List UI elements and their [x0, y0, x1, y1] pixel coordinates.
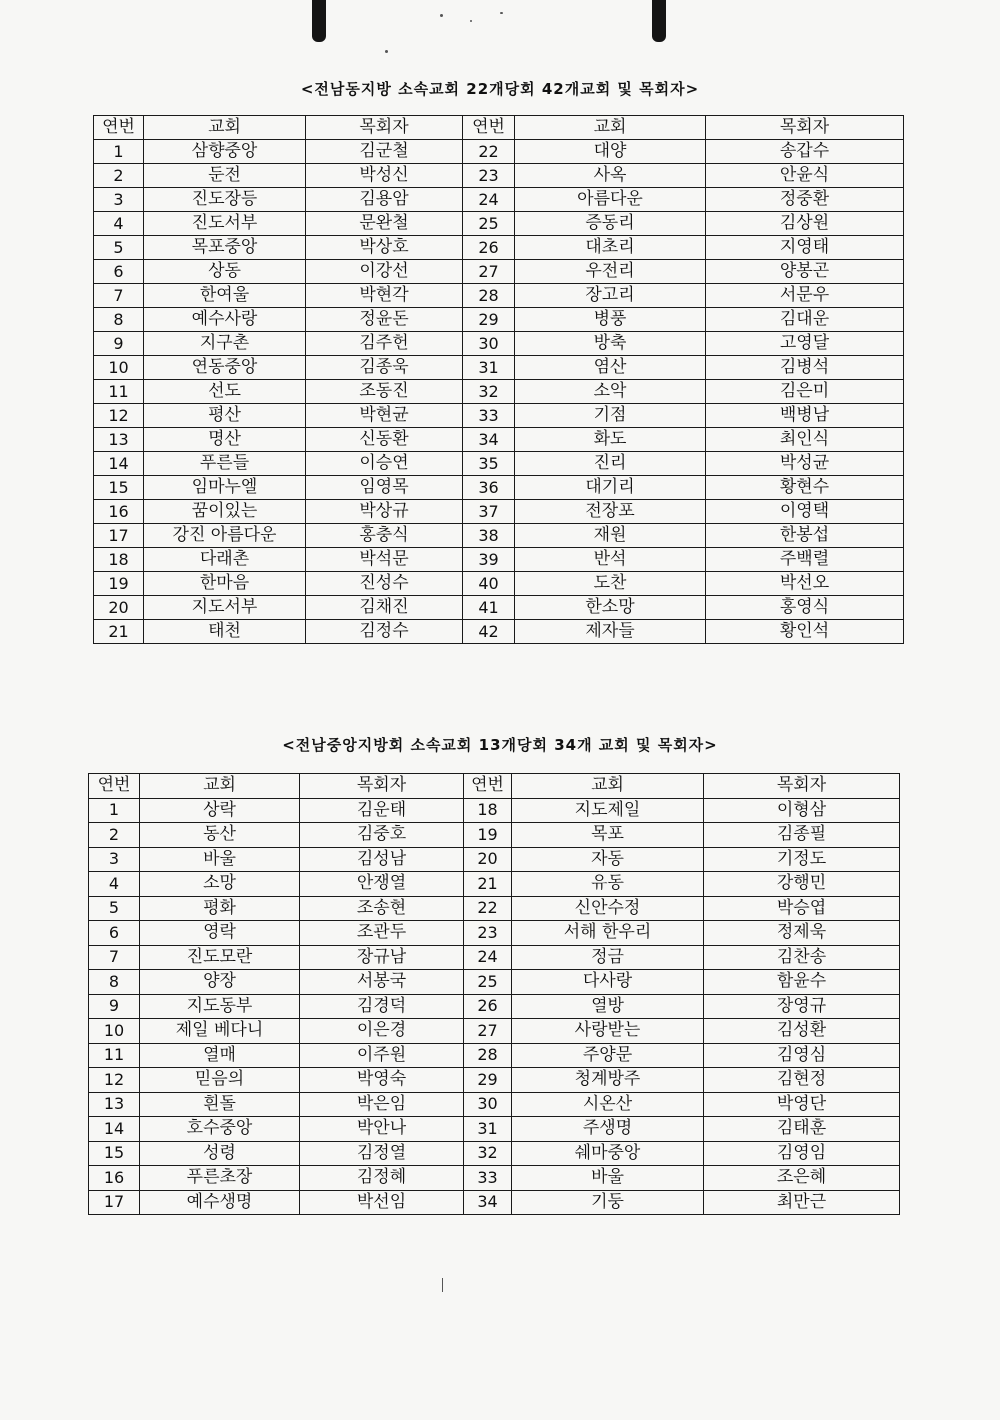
- pastor-cell: 박영단: [704, 1092, 900, 1117]
- pastor-cell: 황인석: [706, 620, 904, 644]
- church-cell: 쉐마중앙: [512, 1141, 704, 1166]
- table-row: [94, 428, 904, 452]
- table-row: [94, 164, 904, 188]
- table-row: [89, 1068, 900, 1093]
- number-cell: 33: [464, 1166, 512, 1191]
- number-cell: 38: [463, 524, 515, 548]
- church-cell: 믿음의: [140, 1068, 300, 1093]
- table-row: [94, 236, 904, 260]
- church-cell: 서해 한우리: [512, 921, 704, 946]
- number-cell: 19: [94, 572, 144, 596]
- number-cell: 42: [463, 620, 515, 644]
- table-row: [89, 1190, 900, 1215]
- scan-speck: [440, 14, 443, 17]
- pastor-cell: 김종욱: [306, 356, 463, 380]
- church-cell: 증동리: [515, 212, 706, 236]
- pastor-cell: 이강선: [306, 260, 463, 284]
- table-row: [89, 1166, 900, 1191]
- number-cell: 24: [464, 945, 512, 970]
- pastor-cell: 박석문: [306, 548, 463, 572]
- table-row: [94, 620, 904, 644]
- number-cell: 1: [94, 140, 144, 164]
- pastor-cell: 조동진: [306, 380, 463, 404]
- number-cell: 22: [464, 896, 512, 921]
- church-cell: 바울: [512, 1166, 704, 1191]
- church-cell: 진리: [515, 452, 706, 476]
- header-cell: 교회: [515, 116, 706, 140]
- church-cell: 평화: [140, 896, 300, 921]
- church-cell: 제자들: [515, 620, 706, 644]
- pastor-cell: 황현수: [706, 476, 904, 500]
- table-row: [94, 452, 904, 476]
- number-cell: 15: [94, 476, 144, 500]
- number-cell: 20: [464, 847, 512, 872]
- pastor-cell: 정제욱: [704, 921, 900, 946]
- table-row: [94, 596, 904, 620]
- pastor-cell: 김은미: [706, 380, 904, 404]
- number-cell: 25: [463, 212, 515, 236]
- church-cell: 꿈이있는: [144, 500, 306, 524]
- church-cell: 제일 베다니: [140, 1019, 300, 1044]
- church-cell: 열방: [512, 994, 704, 1019]
- table-row: [89, 1141, 900, 1166]
- pastor-cell: 이은경: [300, 1019, 464, 1044]
- church-cell: 다래촌: [144, 548, 306, 572]
- section2-body: [89, 798, 900, 1215]
- number-cell: 40: [463, 572, 515, 596]
- church-cell: 성령: [140, 1141, 300, 1166]
- pastor-cell: 박영숙: [300, 1068, 464, 1093]
- church-cell: 영락: [140, 921, 300, 946]
- pastor-cell: 박선오: [706, 572, 904, 596]
- church-cell: 지도서부: [144, 596, 306, 620]
- number-cell: 32: [464, 1141, 512, 1166]
- pastor-cell: 문완철: [306, 212, 463, 236]
- number-cell: 27: [463, 260, 515, 284]
- pastor-cell: 김주헌: [306, 332, 463, 356]
- table-row: [94, 476, 904, 500]
- number-cell: 10: [94, 356, 144, 380]
- church-cell: 아름다운: [515, 188, 706, 212]
- pastor-cell: 홍충식: [306, 524, 463, 548]
- church-cell: 소악: [515, 380, 706, 404]
- table-row: [94, 308, 904, 332]
- number-cell: 31: [464, 1117, 512, 1142]
- church-cell: 임마누엘: [144, 476, 306, 500]
- number-cell: 30: [463, 332, 515, 356]
- table-row: [94, 356, 904, 380]
- pastor-cell: 양봉곤: [706, 260, 904, 284]
- pastor-cell: 홍영식: [706, 596, 904, 620]
- header-cell: 목회자: [704, 774, 900, 799]
- church-cell: 태천: [144, 620, 306, 644]
- church-cell: 청계방주: [512, 1068, 704, 1093]
- number-cell: 6: [94, 260, 144, 284]
- church-cell: 재원: [515, 524, 706, 548]
- pastor-cell: 김종필: [704, 823, 900, 848]
- number-cell: 37: [463, 500, 515, 524]
- pastor-cell: 박안나: [300, 1117, 464, 1142]
- pastor-cell: 김경덕: [300, 994, 464, 1019]
- church-cell: 둔전: [144, 164, 306, 188]
- pastor-cell: 조송현: [300, 896, 464, 921]
- header-cell: 목회자: [306, 116, 463, 140]
- binder-hole-left: [312, 0, 326, 42]
- number-cell: 34: [463, 428, 515, 452]
- table-row: [94, 404, 904, 428]
- number-cell: 16: [89, 1166, 140, 1191]
- number-cell: 1: [89, 798, 140, 823]
- table-row: [89, 798, 900, 823]
- number-cell: 3: [89, 847, 140, 872]
- pastor-cell: 고영달: [706, 332, 904, 356]
- pastor-cell: 조은혜: [704, 1166, 900, 1191]
- binder-hole-right: [652, 0, 666, 42]
- table-row: [89, 921, 900, 946]
- number-cell: 9: [89, 994, 140, 1019]
- number-cell: 9: [94, 332, 144, 356]
- pastor-cell: 김정열: [300, 1141, 464, 1166]
- church-cell: 진도서부: [144, 212, 306, 236]
- header-cell: 교회: [512, 774, 704, 799]
- number-cell: 30: [464, 1092, 512, 1117]
- pastor-cell: 진성수: [306, 572, 463, 596]
- church-cell: 한마음: [144, 572, 306, 596]
- number-cell: 31: [463, 356, 515, 380]
- number-cell: 14: [94, 452, 144, 476]
- number-cell: 20: [94, 596, 144, 620]
- scan-speck: [442, 1278, 443, 1292]
- church-cell: 다사랑: [512, 970, 704, 995]
- church-cell: 대양: [515, 140, 706, 164]
- pastor-cell: 이형삼: [704, 798, 900, 823]
- table-row: [94, 284, 904, 308]
- section1-table: [93, 115, 904, 644]
- pastor-cell: 박상호: [306, 236, 463, 260]
- number-cell: 29: [464, 1068, 512, 1093]
- church-cell: 반석: [515, 548, 706, 572]
- pastor-cell: 기정도: [704, 847, 900, 872]
- church-cell: 예수생명: [140, 1190, 300, 1215]
- table-row: [94, 140, 904, 164]
- number-cell: 41: [463, 596, 515, 620]
- number-cell: 4: [89, 872, 140, 897]
- table-row: [89, 896, 900, 921]
- pastor-cell: 김정혜: [300, 1166, 464, 1191]
- table-row: [94, 548, 904, 572]
- church-cell: 우전리: [515, 260, 706, 284]
- number-cell: 13: [94, 428, 144, 452]
- church-cell: 전장포: [515, 500, 706, 524]
- number-cell: 21: [464, 872, 512, 897]
- number-cell: 35: [463, 452, 515, 476]
- church-cell: 한소망: [515, 596, 706, 620]
- number-cell: 2: [94, 164, 144, 188]
- pastor-cell: 정윤돈: [306, 308, 463, 332]
- number-cell: 28: [464, 1043, 512, 1068]
- number-cell: 8: [89, 970, 140, 995]
- pastor-cell: 김성남: [300, 847, 464, 872]
- number-cell: 18: [464, 798, 512, 823]
- number-cell: 5: [94, 236, 144, 260]
- table-row: [94, 188, 904, 212]
- church-cell: 대기리: [515, 476, 706, 500]
- pastor-cell: 박현각: [306, 284, 463, 308]
- church-cell: 흰돌: [140, 1092, 300, 1117]
- number-cell: 17: [94, 524, 144, 548]
- pastor-cell: 김영심: [704, 1043, 900, 1068]
- pastor-cell: 김운태: [300, 798, 464, 823]
- number-cell: 32: [463, 380, 515, 404]
- church-cell: 주생명: [512, 1117, 704, 1142]
- church-cell: 열매: [140, 1043, 300, 1068]
- pastor-cell: 한봉섭: [706, 524, 904, 548]
- church-cell: 상동: [144, 260, 306, 284]
- header-cell: 목회자: [706, 116, 904, 140]
- header-cell: 목회자: [300, 774, 464, 799]
- pastor-cell: 조관두: [300, 921, 464, 946]
- number-cell: 16: [94, 500, 144, 524]
- pastor-cell: 이승연: [306, 452, 463, 476]
- church-cell: 평산: [144, 404, 306, 428]
- church-cell: 푸른들: [144, 452, 306, 476]
- church-cell: 상락: [140, 798, 300, 823]
- pastor-cell: 박선임: [300, 1190, 464, 1215]
- table-header-row: [94, 116, 904, 140]
- table-row: [89, 847, 900, 872]
- church-cell: 연동중앙: [144, 356, 306, 380]
- pastor-cell: 정중환: [706, 188, 904, 212]
- number-cell: 17: [89, 1190, 140, 1215]
- church-cell: 소망: [140, 872, 300, 897]
- header-cell: 연번: [464, 774, 512, 799]
- pastor-cell: 백병남: [706, 404, 904, 428]
- pastor-cell: 김군철: [306, 140, 463, 164]
- section2-title: <전남중앙지방회 소속교회 13개당회 34개 교회 및 목회자>: [282, 736, 718, 754]
- table-row: [94, 500, 904, 524]
- table-row: [89, 970, 900, 995]
- number-cell: 22: [463, 140, 515, 164]
- pastor-cell: 임영목: [306, 476, 463, 500]
- scan-speck: [470, 20, 472, 22]
- church-cell: 푸른초장: [140, 1166, 300, 1191]
- church-cell: 정금: [512, 945, 704, 970]
- number-cell: 28: [463, 284, 515, 308]
- pastor-cell: 김태훈: [704, 1117, 900, 1142]
- church-cell: 병풍: [515, 308, 706, 332]
- table-row: [94, 572, 904, 596]
- pastor-cell: 안윤식: [706, 164, 904, 188]
- church-cell: 시온산: [512, 1092, 704, 1117]
- church-cell: 화도: [515, 428, 706, 452]
- pastor-cell: 김용암: [306, 188, 463, 212]
- pastor-cell: 이주원: [300, 1043, 464, 1068]
- pastor-cell: 김대운: [706, 308, 904, 332]
- number-cell: 11: [94, 380, 144, 404]
- pastor-cell: 김영임: [704, 1141, 900, 1166]
- pastor-cell: 지영태: [706, 236, 904, 260]
- church-cell: 기둥: [512, 1190, 704, 1215]
- header-cell: 교회: [144, 116, 306, 140]
- table-row: [89, 1092, 900, 1117]
- church-cell: 유동: [512, 872, 704, 897]
- church-cell: 삼향중앙: [144, 140, 306, 164]
- pastor-cell: 송갑수: [706, 140, 904, 164]
- church-cell: 동산: [140, 823, 300, 848]
- number-cell: 25: [464, 970, 512, 995]
- pastor-cell: 박승엽: [704, 896, 900, 921]
- church-cell: 명산: [144, 428, 306, 452]
- church-cell: 지도제일: [512, 798, 704, 823]
- pastor-cell: 이영택: [706, 500, 904, 524]
- pastor-cell: 장규남: [300, 945, 464, 970]
- number-cell: 13: [89, 1092, 140, 1117]
- table-row: [89, 1019, 900, 1044]
- table-row: [94, 524, 904, 548]
- number-cell: 11: [89, 1043, 140, 1068]
- church-cell: 진도장등: [144, 188, 306, 212]
- section2-table: [88, 773, 900, 1215]
- pastor-cell: 안쟁열: [300, 872, 464, 897]
- table-row: [94, 260, 904, 284]
- number-cell: 7: [94, 284, 144, 308]
- pastor-cell: 김중호: [300, 823, 464, 848]
- church-cell: 예수사랑: [144, 308, 306, 332]
- church-cell: 지구촌: [144, 332, 306, 356]
- pastor-cell: 박상규: [306, 500, 463, 524]
- pastor-cell: 강행민: [704, 872, 900, 897]
- pastor-cell: 최인식: [706, 428, 904, 452]
- church-cell: 한여울: [144, 284, 306, 308]
- pastor-cell: 박현균: [306, 404, 463, 428]
- section1-title: <전남동지방 소속교회 22개당회 42개교회 및 목회자>: [300, 80, 700, 98]
- church-cell: 염산: [515, 356, 706, 380]
- number-cell: 14: [89, 1117, 140, 1142]
- pastor-cell: 박성균: [706, 452, 904, 476]
- section1-body: [94, 140, 904, 644]
- number-cell: 27: [464, 1019, 512, 1044]
- pastor-cell: 김찬송: [704, 945, 900, 970]
- header-cell: 연번: [89, 774, 140, 799]
- church-cell: 도찬: [515, 572, 706, 596]
- table-row: [89, 872, 900, 897]
- church-cell: 주양문: [512, 1043, 704, 1068]
- pastor-cell: 신동환: [306, 428, 463, 452]
- pastor-cell: 서문우: [706, 284, 904, 308]
- pastor-cell: 김성환: [704, 1019, 900, 1044]
- table-row: [89, 823, 900, 848]
- number-cell: 23: [464, 921, 512, 946]
- number-cell: 15: [89, 1141, 140, 1166]
- number-cell: 10: [89, 1019, 140, 1044]
- number-cell: 6: [89, 921, 140, 946]
- pastor-cell: 장영규: [704, 994, 900, 1019]
- pastor-cell: 김채진: [306, 596, 463, 620]
- table-header-row: [89, 774, 900, 799]
- header-cell: 연번: [463, 116, 515, 140]
- number-cell: 19: [464, 823, 512, 848]
- table-row: [94, 380, 904, 404]
- number-cell: 23: [463, 164, 515, 188]
- pastor-cell: 김정수: [306, 620, 463, 644]
- church-cell: 사랑받는: [512, 1019, 704, 1044]
- header-cell: 연번: [94, 116, 144, 140]
- table-row: [89, 945, 900, 970]
- number-cell: 26: [464, 994, 512, 1019]
- number-cell: 39: [463, 548, 515, 572]
- pastor-cell: 최만근: [704, 1190, 900, 1215]
- table-row: [89, 1043, 900, 1068]
- scan-speck: [500, 12, 503, 14]
- number-cell: 12: [89, 1068, 140, 1093]
- pastor-cell: 박성신: [306, 164, 463, 188]
- pastor-cell: 함윤수: [704, 970, 900, 995]
- number-cell: 21: [94, 620, 144, 644]
- number-cell: 26: [463, 236, 515, 260]
- number-cell: 34: [464, 1190, 512, 1215]
- table-row: [94, 332, 904, 356]
- number-cell: 24: [463, 188, 515, 212]
- number-cell: 5: [89, 896, 140, 921]
- number-cell: 29: [463, 308, 515, 332]
- church-cell: 기점: [515, 404, 706, 428]
- church-cell: 지도동부: [140, 994, 300, 1019]
- church-cell: 양장: [140, 970, 300, 995]
- table-row: [89, 1117, 900, 1142]
- pastor-cell: 김병석: [706, 356, 904, 380]
- pastor-cell: 김상원: [706, 212, 904, 236]
- number-cell: 18: [94, 548, 144, 572]
- church-cell: 사옥: [515, 164, 706, 188]
- church-cell: 대초리: [515, 236, 706, 260]
- number-cell: 4: [94, 212, 144, 236]
- pastor-cell: 주백렬: [706, 548, 904, 572]
- church-cell: 강진 아름다운: [144, 524, 306, 548]
- number-cell: 3: [94, 188, 144, 212]
- pastor-cell: 김현정: [704, 1068, 900, 1093]
- number-cell: 8: [94, 308, 144, 332]
- pastor-cell: 박은임: [300, 1092, 464, 1117]
- number-cell: 36: [463, 476, 515, 500]
- church-cell: 장고리: [515, 284, 706, 308]
- church-cell: 진도모란: [140, 945, 300, 970]
- number-cell: 12: [94, 404, 144, 428]
- church-cell: 바울: [140, 847, 300, 872]
- header-cell: 교회: [140, 774, 300, 799]
- church-cell: 방축: [515, 332, 706, 356]
- church-cell: 목포중앙: [144, 236, 306, 260]
- scan-speck: [385, 50, 388, 53]
- number-cell: 33: [463, 404, 515, 428]
- church-cell: 호수중앙: [140, 1117, 300, 1142]
- church-cell: 목포: [512, 823, 704, 848]
- number-cell: 7: [89, 945, 140, 970]
- pastor-cell: 서봉국: [300, 970, 464, 995]
- church-cell: 신안수정: [512, 896, 704, 921]
- table-row: [94, 212, 904, 236]
- number-cell: 2: [89, 823, 140, 848]
- church-cell: 자동: [512, 847, 704, 872]
- table-row: [89, 994, 900, 1019]
- church-cell: 선도: [144, 380, 306, 404]
